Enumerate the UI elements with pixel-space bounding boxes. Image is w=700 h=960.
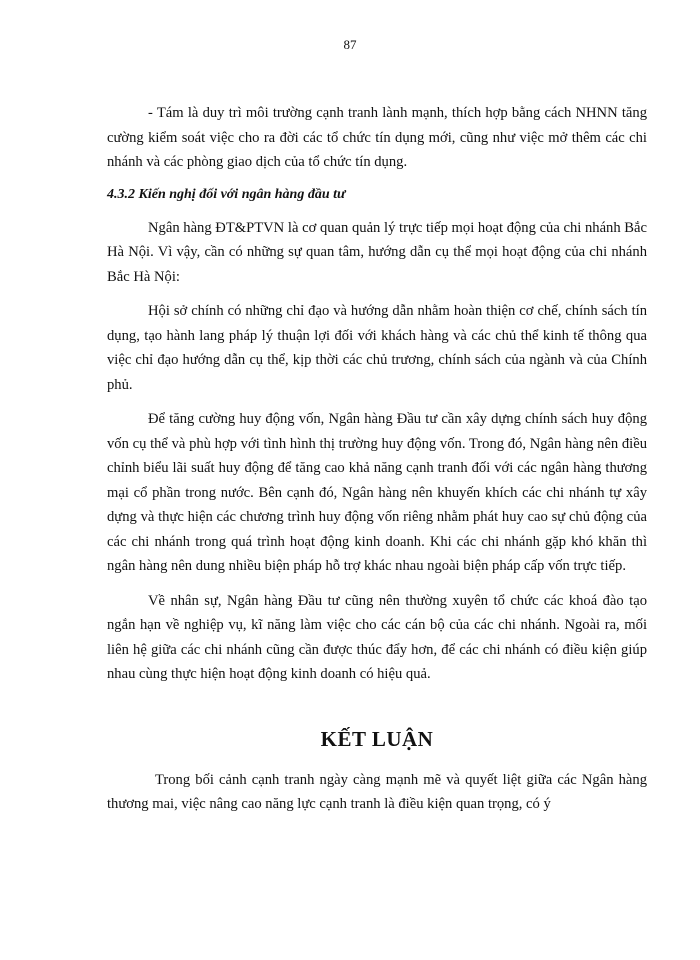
paragraph: Hội sở chính có những chỉ đạo và hướng dẫn nhằm hoàn thiện cơ chế, chính sách tín dụng, tạo hành lang pháp lý thuận lợi đối với khách hàng và các chủ thể kinh tế thông qua việc chỉ đạo hướng dẫn cụ thể, kịp thời các chủ trương, chính sách của ngành và của Chính phủ. <box>107 303 647 393</box>
conclusion-paragraph: Trong bối cảnh cạnh tranh ngày càng mạnh mẽ và quyết liệt giữa các Ngân hàng thương mai, việc nâng cao năng lực cạnh tranh là điều kiện quan trọng, có ý <box>107 771 647 812</box>
paragraph: Ngân hàng ĐT&PTVN là cơ quan quản lý trực tiếp mọi hoạt động của chi nhánh Bắc Hà Nội. Vì vậy, cần có những sự quan tâm, hướng dẫn cụ thể mọi hoạt động của chi nhánh Bắc Hà Nội: <box>107 219 647 285</box>
conclusion-title: KẾT LUẬN <box>320 726 434 751</box>
paragraph: Về nhân sự, Ngân hàng Đầu tư cũng nên thường xuyên tổ chức các khoá đào tạo ngắn hạn về nghiệp vụ, kĩ năng làm việc cho các cán bộ của các chi nhánh. Ngoài ra, mối liên hệ giữa các chi nhánh cũng cần được thúc đẩy hơn, để các chi nhánh có điều kiện giúp nhau cùng thực hiện hoạt động kinh doanh có hiệu quả. <box>107 592 647 682</box>
paragraph: Để tăng cường huy động vốn, Ngân hàng Đầu tư cần xây dựng chính sách huy động vốn cụ thể và phù hợp với tình hình thị trường huy động vốn. Trong đó, Ngân hàng nên điều chỉnh biểu lãi suất huy động để tăng cao khả năng cạnh tranh đối với các ngân hàng thương mại cổ phần trong nước. Bên cạnh đó, Ngân hàng nên khuyến khích các chi nhánh tự xây dựng và thực hiện các chương trình huy động vốn riêng nhằm phát huy cao sự chủ động của các chi nhánh trong quá trình hoạt động kinh doanh. Khi các chi nhánh gặp khó khăn thì ngân hàng nên dung nhiều biện pháp hỗ trợ khác nhau ngoài biện pháp cấp vốn trực tiếp. <box>107 411 647 574</box>
section-heading: 4.3.2 Kiến nghị đối với ngân hàng đầu tư <box>107 186 346 202</box>
document-body <box>107 101 647 827</box>
page-number: 87 <box>343 37 357 52</box>
intro-paragraph: - Tám là duy trì môi trường cạnh tranh lành mạnh, thích hợp bằng cách NHNN tăng cường kiểm soát việc cho ra đời các tổ chức tín dụng mới, cũng như việc mở thêm các chi nhánh và các phòng giao dịch của tổ chức tín dụng. <box>107 105 647 170</box>
